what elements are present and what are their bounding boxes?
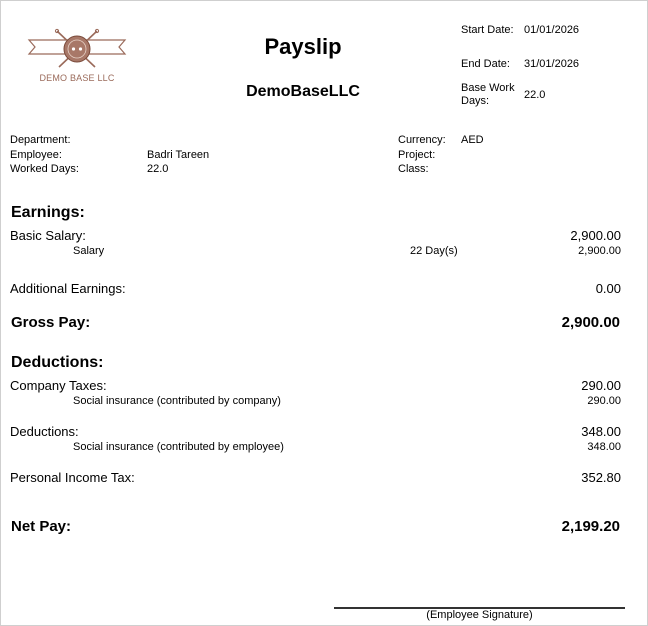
currency-label: Currency: — [398, 134, 446, 146]
company-name: DemoBaseLLC — [246, 83, 360, 100]
project-label: Project: — [398, 149, 436, 161]
deductions-total: 348.00 — [581, 424, 621, 439]
income-tax-total: 352.80 — [581, 470, 621, 485]
company-taxes-label: Company Taxes: — [10, 378, 107, 393]
start-date-value: 01/01/2026 — [524, 24, 580, 36]
salary-item-amount: 2,900.00 — [578, 245, 621, 257]
basic-salary-total: 2,900.00 — [570, 228, 621, 243]
company-taxes-total: 290.00 — [581, 378, 621, 393]
employee-value: Badri Tareen — [147, 149, 210, 161]
deductions-heading: Deductions: — [11, 354, 104, 371]
salary-item-days: 22 Day(s) — [410, 245, 458, 257]
company-insurance-label: Social insurance (contributed by company) — [73, 395, 281, 407]
base-work-days-label: Base Work — [461, 82, 515, 94]
earnings-heading: Earnings: — [11, 204, 85, 221]
end-date-label: End Date: — [461, 58, 510, 70]
base-work-days-label-line2: Days: — [461, 95, 490, 107]
net-pay-label: Net Pay: — [11, 518, 72, 535]
currency-value: AED — [461, 134, 484, 146]
class-label: Class: — [398, 163, 429, 175]
income-tax-label: Personal Income Tax: — [10, 470, 135, 485]
employee-label: Employee: — [10, 149, 62, 161]
page-title: Payslip — [264, 34, 342, 59]
employee-insurance-label: Social insurance (contributed by employee) — [73, 441, 284, 453]
gross-pay-total: 2,900.00 — [561, 314, 620, 331]
department-label: Department: — [10, 134, 71, 146]
additional-earnings-total: 0.00 — [595, 281, 621, 296]
company-insurance-amount: 290.00 — [587, 395, 621, 407]
base-work-days-value: 22.0 — [524, 89, 546, 101]
worked-days-value: 22.0 — [147, 163, 169, 175]
end-date-value: 31/01/2026 — [524, 58, 580, 70]
gross-pay-label: Gross Pay: — [11, 314, 91, 331]
signature-label: (Employee Signature) — [426, 609, 533, 621]
additional-earnings-label: Additional Earnings: — [10, 281, 126, 296]
start-date-label: Start Date: — [461, 24, 514, 36]
basic-salary-label: Basic Salary: — [10, 228, 86, 243]
salary-item-label: Salary — [73, 245, 105, 257]
employee-insurance-amount: 348.00 — [587, 441, 621, 453]
company-logo-text: DEMO BASE LLC — [39, 73, 115, 83]
deductions-label: Deductions: — [10, 424, 79, 439]
net-pay-total: 2,199.20 — [561, 518, 620, 535]
worked-days-label: Worked Days: — [10, 163, 79, 175]
